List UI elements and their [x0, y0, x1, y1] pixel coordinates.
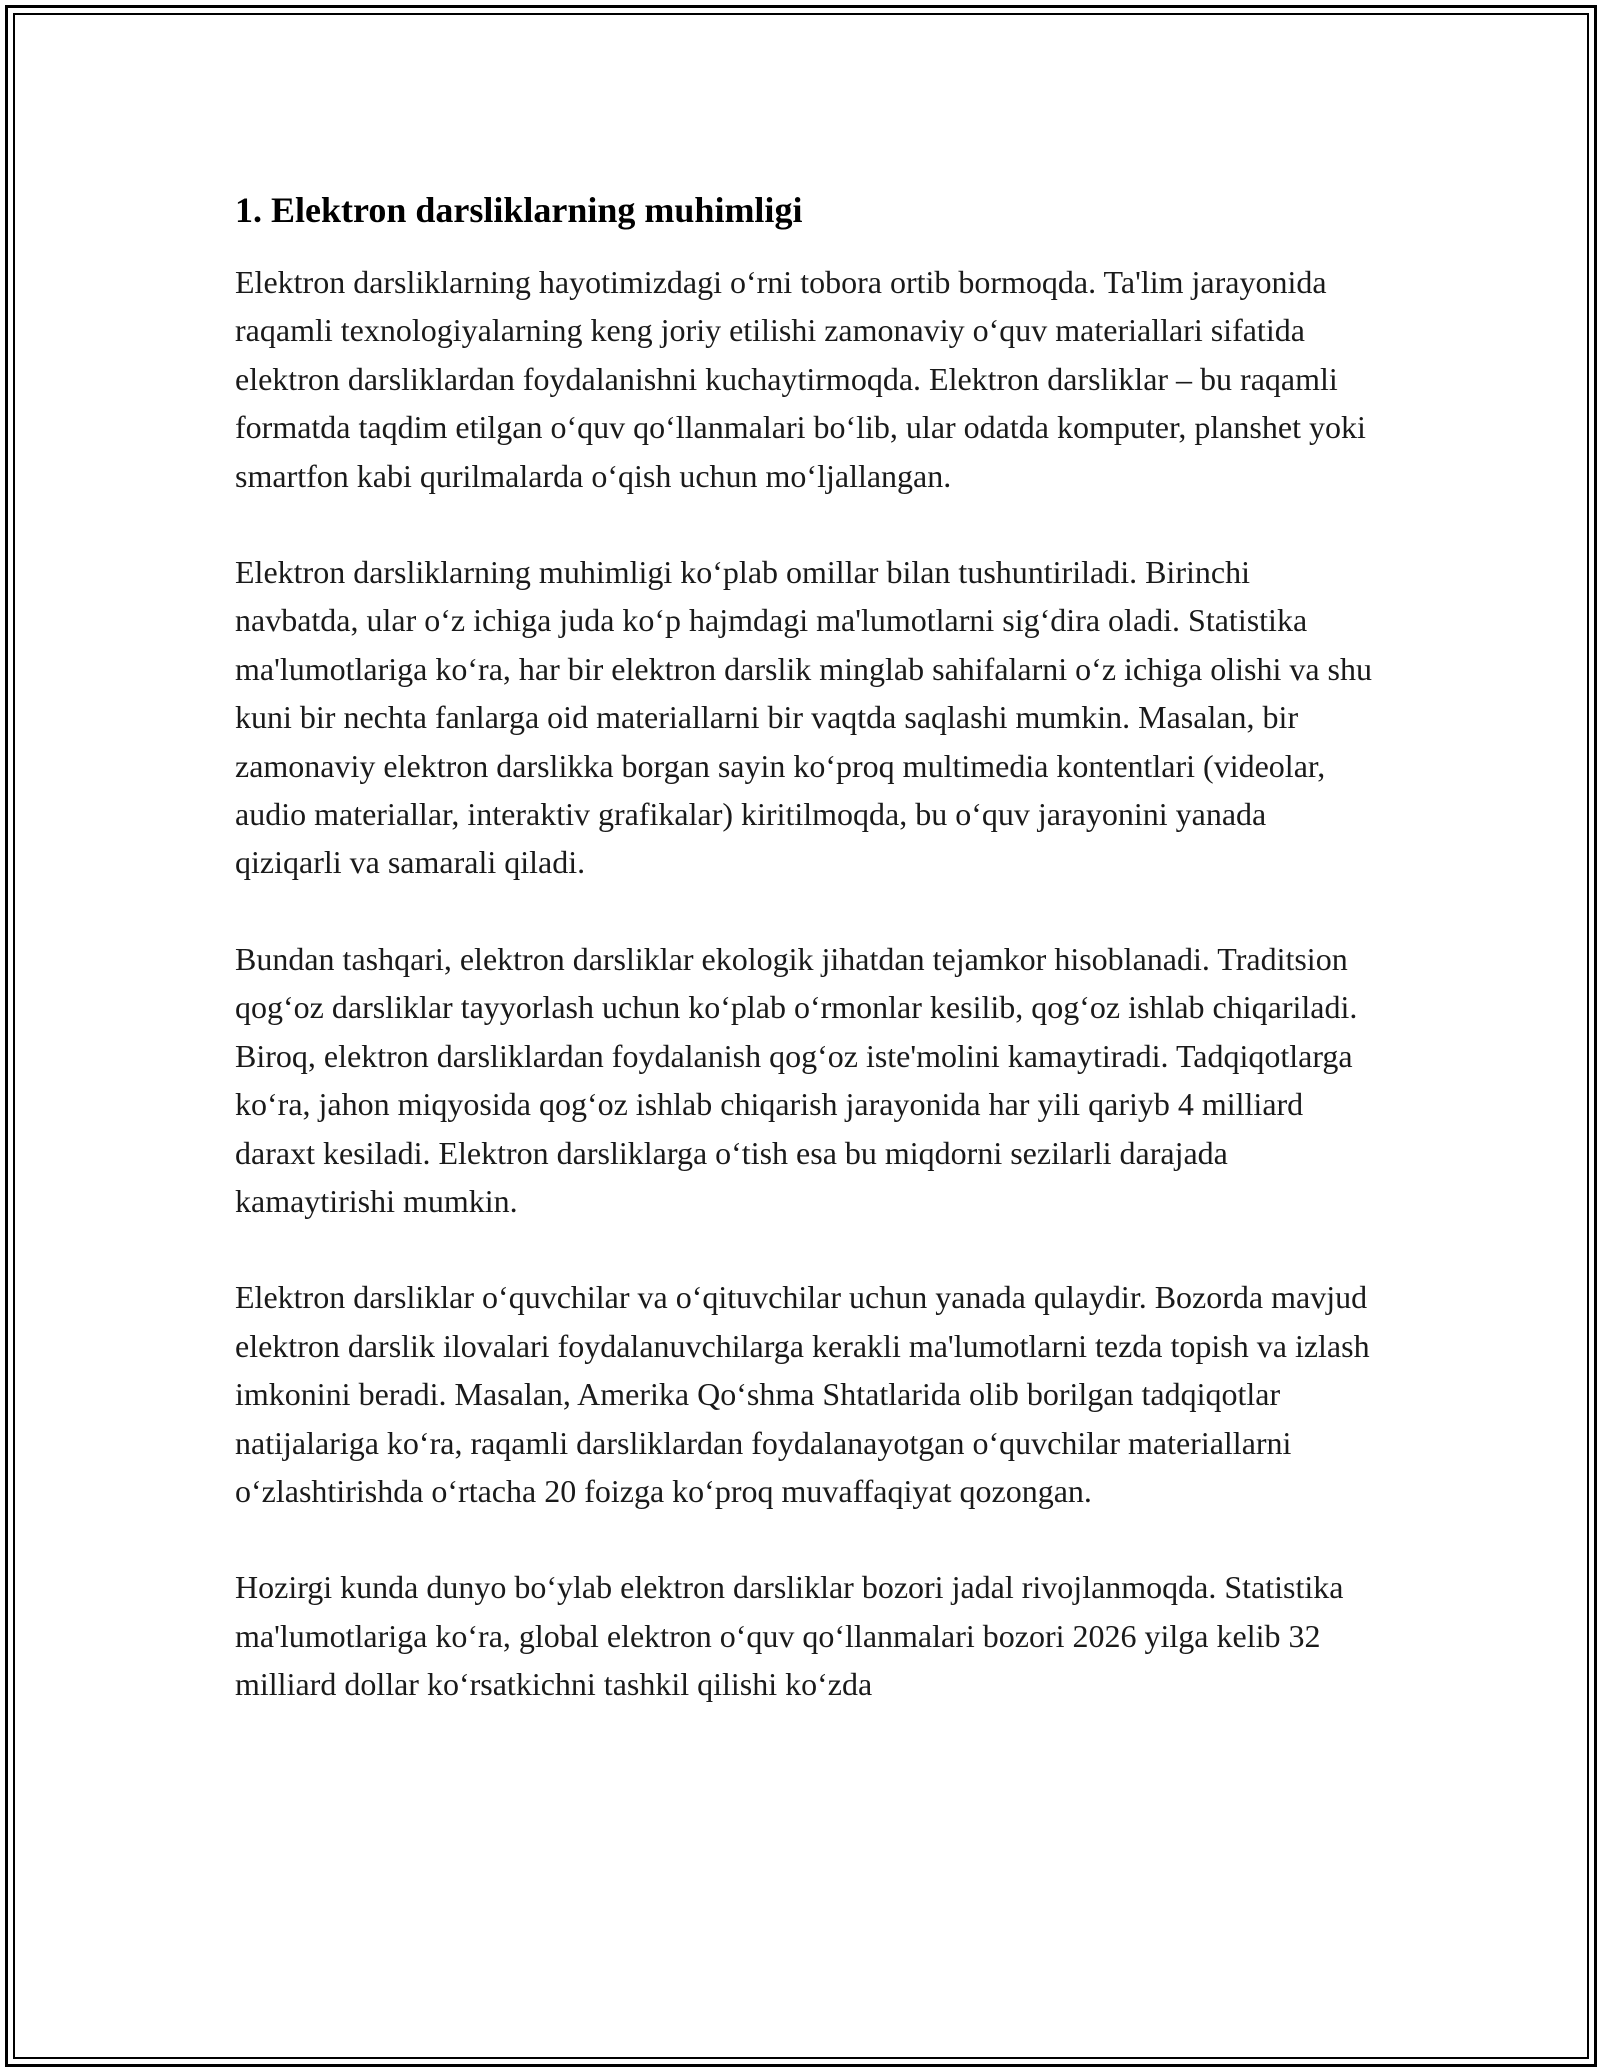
paragraph-1: Elektron darsliklarning hayotimizdagi o‘rni tobora ortib bormoqda. Ta'lim jarayonida raqamli texnologiyalarning keng joriy etilishi zamonaviy o‘quv materiallari sifatida elektron darsliklardan foydalanishni kuchaytirmoqda. Elektron darsliklar – bu raqamli formatda taqdim etilgan o‘quv qo‘llanmalari bo‘lib, ular odatda komputer, planshet yoki smartfon kabi qurilmalarda o‘qish uchun mo‘ljallangan.: [235, 264, 1366, 494]
paragraph-3: Bundan tashqari, elektron darsliklar ekologik jihatdan tejamkor hisoblanadi. Traditsion qog‘oz darsliklar tayyorlash uchun ko‘plab o‘rmonlar kesilib, qog‘oz ishlab chiqariladi. Biroq, elektron darsliklardan foydalanish qog‘oz iste'molini kamaytiradi. Tadqiqotlarga ko‘ra, jahon miqyosida qog‘oz ishlab chiqarish jarayonida har yili qariyb 4 milliard daraxt kesiladi. Elektron darsliklarga o‘tish esa bu miqdorni sezilarli darajada kamaytirishi mumkin.: [235, 940, 1358, 1219]
paragraph-2: Elektron darsliklarning muhimligi ko‘plab omillar bilan tushuntiriladi. Birinchi navbatda, ular o‘z ichiga juda ko‘p hajmdagi ma'lumotlarni sig‘dira oladi. Statistika ma'lumotlariga ko‘ra, har bir elektron darslik minglab sahifalarni o‘z ichiga olishi va shu kuni bir nechta fanlarga oid materiallarni bir vaqtda saqlashi mumkin. Masalan, bir zamonaviy elektron darslikka borgan sayin ko‘proq multimedia kontentlari (videolar, audio materiallar, interaktiv grafikalar) kiritilmoqda, bu o‘quv jarayonini yanada qiziqarli va samarali qiladi.: [235, 554, 1372, 881]
section-heading: 1. Elektron darsliklarning muhimligi: [235, 190, 803, 230]
document-body: [235, 186, 1375, 1757]
paragraph-5: Hozirgi kunda dunyo bo‘ylab elektron darsliklar bozori jadal rivojlanmoqda. Statistika ma'lumotlariga ko‘ra, global elektron o‘quv qo‘llanmalari bozori 2026 yilga kelib 32 milliard dollar ko‘rsatkichni tashkil qilishi ko‘zda: [235, 1569, 1344, 1703]
paragraph-4: Elektron darsliklar o‘quvchilar va o‘qituvchilar uchun yanada qulaydir. Bozorda mavjud elektron darslik ilovalari foydalanuvchilarga kerakli ma'lumotlarni tezda topish va izlash imkonini beradi. Masalan, Amerika Qo‘shma Shtatlarida olib borilgan tadqiqotlar natijalariga ko‘ra, raqamli darsliklardan foydalanayotgan o‘quvchilar materiallarni o‘zlashtirishda o‘rtacha 20 foizga ko‘proq muvaffaqiyat qozongan.: [235, 1279, 1370, 1509]
